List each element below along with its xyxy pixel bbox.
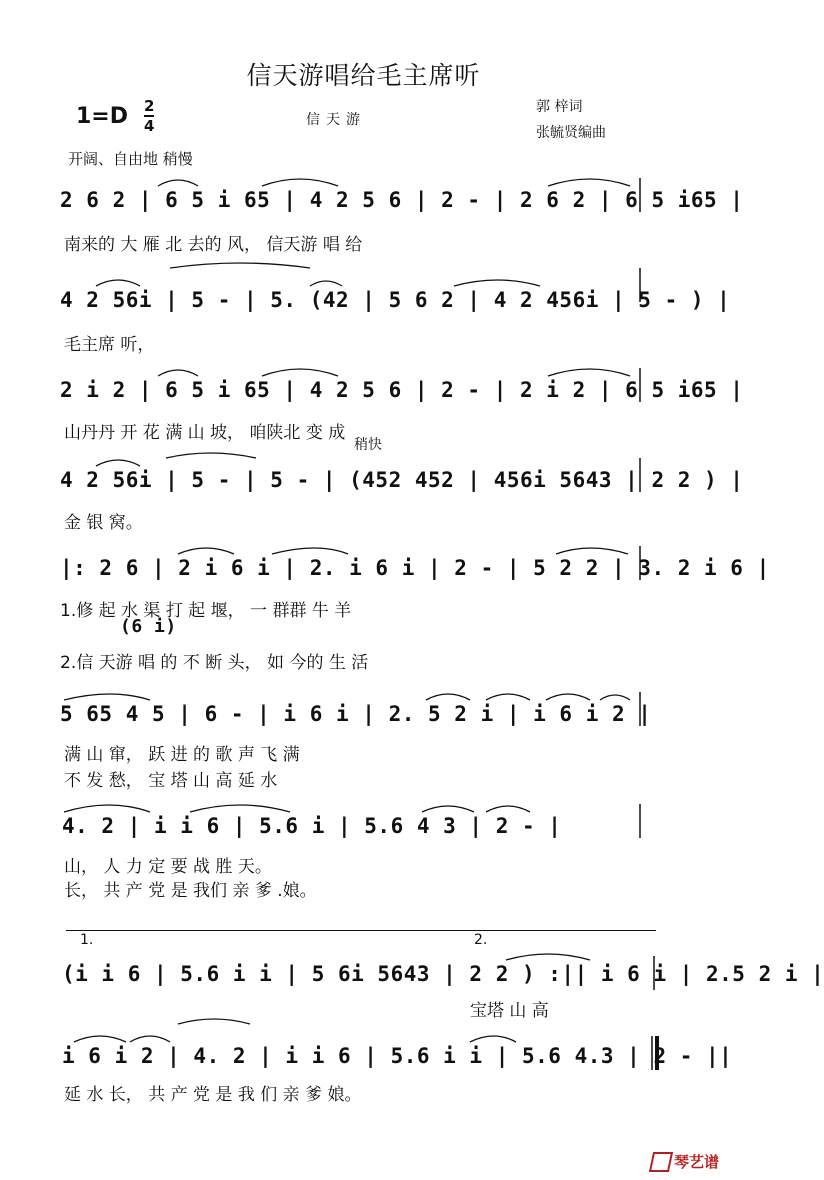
key-signature: 1=D: [76, 104, 129, 129]
lyric-line-6-verse-1: 满 山 窜， 跃 进 的 歌 声 飞 满: [64, 745, 300, 765]
lyric-line-5-verse-2: 2.信 天游 唱 的 不 断 头， 如 今的 生 活: [60, 653, 369, 673]
notation-line-2: 4 2 56i | 5 - | 5. (42 | 5 6 2 | 4 2 456i | 5 - ) |: [60, 288, 731, 312]
volta-1-label: 1.: [80, 932, 94, 948]
composer-credit: 张毓贤编曲: [536, 125, 606, 141]
watermark-logo: [651, 1151, 719, 1173]
lyric-line-7-verse-1: 山， 人 力 定 要 战 胜 天。: [64, 857, 272, 877]
logo-icon: [649, 1152, 673, 1172]
lyric-line-7-verse-2: 长， 共 产 党 是 我们 亲 爹 .娘。: [64, 881, 317, 901]
meter-top: 2: [144, 97, 155, 115]
time-signature: [144, 98, 154, 134]
notation-line-6: 5 65 4 5 | 6 - | i 6 i | 2. 5 2 i | i 6 i 2 |: [60, 702, 652, 726]
alternate-notes: (6 i): [120, 616, 177, 637]
lyric-line-4: 金 银 窝。: [64, 513, 143, 533]
notation-line-9: i 6 i 2 | 4. 2 | i i 6 | 5.6 i i | 5.6 4.3 | 2 - ||: [62, 1044, 733, 1068]
lyric-line-8: 宝塔 山 高: [470, 1001, 549, 1021]
lyric-line-9: 延 水 长， 共 产 党 是 我 们 亲 爹 娘。: [64, 1085, 362, 1105]
lyric-line-6-verse-2: 不 发 愁， 宝 塔 山 高 延 水: [64, 771, 278, 791]
notation-line-5: |: 2 6 | 2 i 6 i | 2. i 6 i | 2 - | 5 2 2 | 3. 2 i 6 |: [60, 556, 770, 580]
watermark-text: 琴艺谱: [673, 1152, 719, 1171]
tempo-change: 稍快: [354, 437, 382, 453]
lyric-line-5-verse-1: 1.修 起 水 渠 打 起 堰， 一 群群 牛 羊: [60, 601, 352, 621]
notation-line-8: (i i 6 | 5.6 i i | 5 6i 5643 | 2 2 ) :|| i 6 i | 2.5 2 i |: [62, 962, 824, 986]
lyricist-credit: 郭 梓词: [536, 99, 583, 115]
page-title: 信天游唱给毛主席听: [246, 61, 481, 90]
song-source: 信天游: [306, 112, 366, 128]
notation-line-7: 4. 2 | i i 6 | 5.6 i | 5.6 4 3 | 2 - |: [62, 814, 562, 838]
lyric-line-3: 山丹丹 开 花 满 山 坡， 咱陕北 变 成: [64, 423, 346, 443]
notation-line-3: 2 i 2 | 6 5 i 65 | 4 2 5 6 | 2 - | 2 i 2 | 6 5 i65 |: [60, 378, 744, 402]
notation-line-4: 4 2 56i | 5 - | 5 - | (452 452 | 456i 5643 | 2 2 ) |: [60, 468, 744, 492]
lyric-line-1: 南来的 大 雁 北 去的 风， 信天游 唱 给: [64, 235, 363, 255]
volta-2-label: 2.: [474, 932, 488, 948]
tempo-marking: 开阔、自由地 稍慢: [68, 150, 193, 168]
volta-line: [66, 930, 656, 931]
lyric-line-2: 毛主席 听，: [64, 335, 155, 355]
meter-bottom: 4: [144, 117, 155, 135]
notation-line-1: 2 6 2 | 6 5 i 65 | 4 2 5 6 | 2 - | 2 6 2 | 6 5 i65 |: [60, 188, 744, 212]
